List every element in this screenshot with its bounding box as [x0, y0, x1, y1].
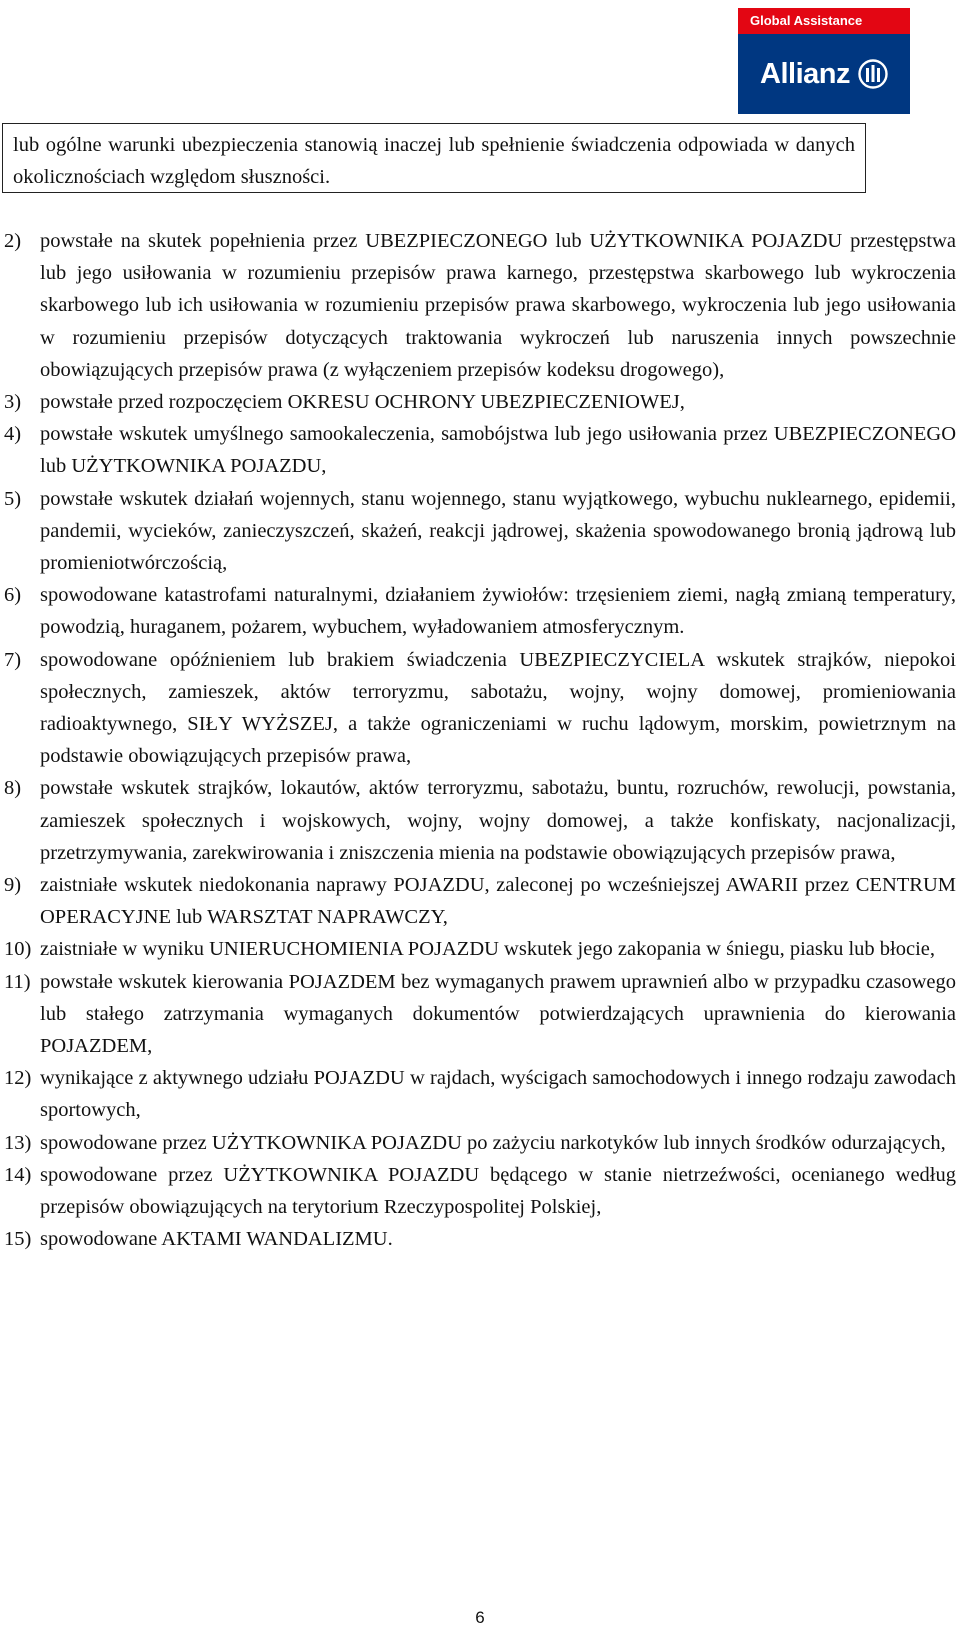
list-item [4, 772, 956, 869]
list-item [4, 1127, 956, 1159]
item-text: zaistniałe wskutek niedokonania naprawy POJAZDU, zaleconej po wcześniejszej AWARII przez CENTRUM OPERACYJNE lub WARSZTAT NAPRAWCZY, [40, 874, 956, 929]
list-item [4, 1159, 956, 1223]
allianz-logo [738, 8, 910, 114]
item-text: zaistniałe w wyniku UNIERUCHOMIENIA POJAZDU wskutek jego zakopania w śniegu, piasku lub błocie, [40, 938, 936, 961]
item-text: powstałe na skutek popełnienia przez UBEZPIECZONEGO lub UŻYTKOWNIKA POJAZDU przestępstwa lub jego usiłowania w rozumieniu przepisów prawa karnego, przestępstwa skarbowego lub wykroczenia skarbowego lub ich usiłowania w rozumieniu przepisów prawa skarbowego, wykroczenia lub jego usiłowania w rozumieniu przepisów dotyczących traktowania wykroczeń lub naruszenia innych powszechnie obowiązujących przepisów prawa (z wyłączeniem przepisów kodeksu drogowego), [40, 230, 956, 381]
item-text: spowodowane przez UŻYTKOWNIKA POJAZDU po zażyciu narkotyków lub innych środków odurzających, [40, 1131, 946, 1154]
logo-brand-block [738, 34, 910, 114]
item-number: 3) [4, 391, 22, 414]
item-number: 2) [4, 230, 22, 252]
item-text: powstałe wskutek kierowania POJAZDEM bez wymaganych prawem uprawnień albo w przypadku czasowego lub stałego zatrzymania wymaganych dokumentów potwierdzających uprawnienia do kierowania POJAZDEM, [40, 970, 956, 1058]
list-item [4, 966, 956, 1063]
list-item [4, 386, 956, 418]
item-text: powstałe przed rozpoczęciem OKRESU OCHRONY UBEZPIECZENIOWEJ, [40, 391, 685, 414]
item-text: powstałe wskutek działań wojennych, stanu wojennego, stanu wyjątkowego, wybuchu nuklearnego, epidemii, pandemii, wycieków, zanieczyszczeń, skażeń, reakcji jądrowej, skażenia spowodowanego bronią jądrową lub promieniotwórczością, [40, 487, 956, 575]
logo-brand-name: Allianz [760, 57, 850, 90]
item-text: spowodowane przez UŻYTKOWNIKA POJAZDU będącego w stanie nietrzeźwości, ocenianego według przepisów obowiązujących na terytorium Rzeczypospolitej Polskiej, [40, 1163, 956, 1219]
item-number: 8) [4, 777, 22, 800]
item-number: 12) [4, 1067, 32, 1090]
list-item [4, 225, 956, 386]
list-item [4, 483, 956, 580]
page-number: 6 [475, 1608, 485, 1627]
allianz-eagle-icon [858, 59, 888, 89]
item-number: 4) [4, 423, 22, 446]
item-number: 5) [4, 487, 22, 510]
item-number: 13) [4, 1131, 32, 1154]
logo-tagline: Global Assistance [738, 8, 910, 34]
item-text: spowodowane AKTAMI WANDALIZMU. [40, 1228, 393, 1251]
item-text: powstałe wskutek strajków, lokautów, aktów terroryzmu, sabotażu, buntu, rozruchów, rewolucji, powstania, zamieszek społecznych i wojskowych, wojny, wojny domowej, a także konfiskaty, nacjonalizacji, przetrzymywania, zarekwirowania i zniszczenia mienia na podstawie obowiązujących przepisów prawa, [40, 777, 956, 864]
exclusions-list [4, 225, 956, 1256]
list-item [4, 1223, 956, 1255]
item-number: 6) [4, 584, 22, 607]
continuation-box [2, 123, 866, 193]
item-number: 14) [4, 1163, 32, 1186]
list-item [4, 579, 956, 643]
item-text: wynikające z aktywnego udziału POJAZDU w rajdach, wyścigach samochodowych i innego rodzaju zawodach sportowych, [40, 1067, 956, 1122]
item-number: 7) [4, 648, 22, 671]
item-text: powstałe wskutek umyślnego samookaleczenia, samobójstwa lub jego usiłowania przez UBEZPIECZONEGO lub UŻYTKOWNIKA POJAZDU, [40, 423, 956, 478]
list-item [4, 869, 956, 933]
list-item [4, 644, 956, 773]
item-number: 10) [4, 938, 32, 961]
list-item [4, 1062, 956, 1126]
item-number: 11) [4, 970, 31, 993]
list-item [4, 418, 956, 482]
item-number: 15) [4, 1228, 32, 1251]
continuation-text: lub ogólne warunki ubezpieczenia stanowią inaczej lub spełnienie świadczenia odpowiada w danych okolicznościach względom słuszności. [13, 134, 855, 189]
item-text: spowodowane katastrofami naturalnymi, działaniem żywiołów: trzęsieniem ziemi, nagłą zmianą temperatury, powodzią, huraganem, pożarem, wybuchem, wyładowaniem atmosferycznym. [40, 584, 956, 639]
item-text: spowodowane opóźnieniem lub brakiem świadczenia UBEZPIECZYCIELA wskutek strajków, niepokoi społecznych, zamieszek, aktów terroryzmu, sabotażu, wojny, wojny domowej, promieniowania radioaktywnego, SIŁY WYŻSZEJ, a także ograniczeniami w ruchu lądowym, morskim, powietrznym na podstawie obowiązujących przepisów prawa, [40, 648, 956, 768]
item-number: 9) [4, 874, 22, 897]
list-item [4, 933, 956, 965]
